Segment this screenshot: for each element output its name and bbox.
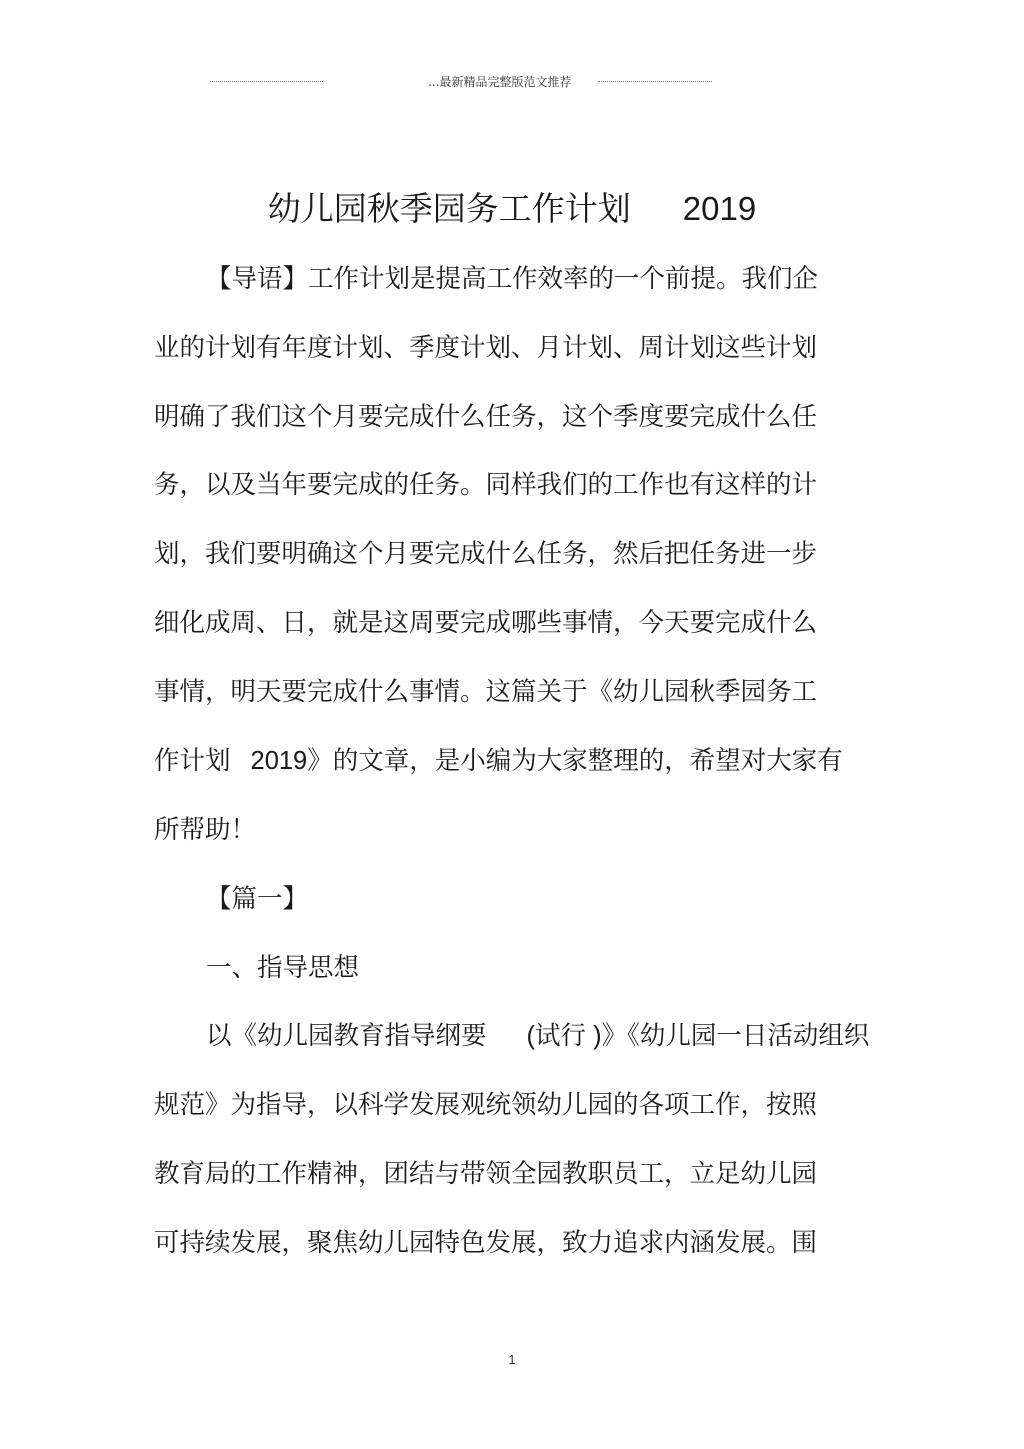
body-line-9: 所帮助！ [154,815,257,845]
document-title [0,184,1024,234]
title-year: 2019 [682,190,757,227]
paragraph-line-3: 教育局的工作精神，团结与带领全园教职员工，立足幼儿园 [154,1159,818,1189]
paragraph-line-4: 可持续发展，聚焦幼儿园特色发展，致力追求内涵发展。围 [154,1228,818,1258]
paragraph-line-1-start: 以《幼儿园教育指导纲要 [206,1021,487,1051]
section-heading: 一、指导思想 [206,953,360,983]
title-main: 幼儿园秋季园务工作计划 [267,189,631,228]
header-dotted-rule-left [210,81,323,82]
body-line-8-end: 》的文章，是小编为大家整理的，希望对大家有 [307,746,843,776]
body-line-1: 【导语】工作计划是提高工作效率的一个前提。我们企 [206,264,819,294]
paragraph-line-2: 规范》为指导，以科学发展观统领幼儿园的各项工作，按照 [154,1090,818,1120]
paragraph-line-1 [206,1016,869,1056]
page-number: 1 [508,1352,516,1367]
body-line-2: 业的计划有年度计划、季度计划、月计划、周计划这些计划 [154,333,818,363]
header-dotted-rule-right [598,81,712,82]
section-label: 【篇一】 [206,884,309,914]
running-header [0,72,1024,92]
body-line-8 [154,741,843,781]
body-line-3: 明确了我们这个月要完成什么任务，这个季度要完成什么任 [154,402,818,432]
body-line-4: 务，以及当年要完成的任务。同样我们的工作也有这样的计 [154,470,818,500]
header-text: ...最新精品完整版范文推荐 [428,75,572,89]
body-line-7: 事情，明天要完成什么事情。这篇关于《幼儿园秋季园务工 [154,677,818,707]
body-line-8-start: 作计划 [154,746,231,776]
paragraph-line-1-end: 》《幼儿园一日活动组织 [601,1021,870,1051]
body-line-5: 划，我们要明确这个月要完成什么任务，然后把任务进一步 [154,539,818,569]
body-line-6: 细化成周、日，就是这周要完成哪些事情，今天要完成什么 [154,608,818,638]
paragraph-line-1-trial: (试行 ) [526,1022,602,1050]
body-line-8-year: 2019 [250,747,308,775]
